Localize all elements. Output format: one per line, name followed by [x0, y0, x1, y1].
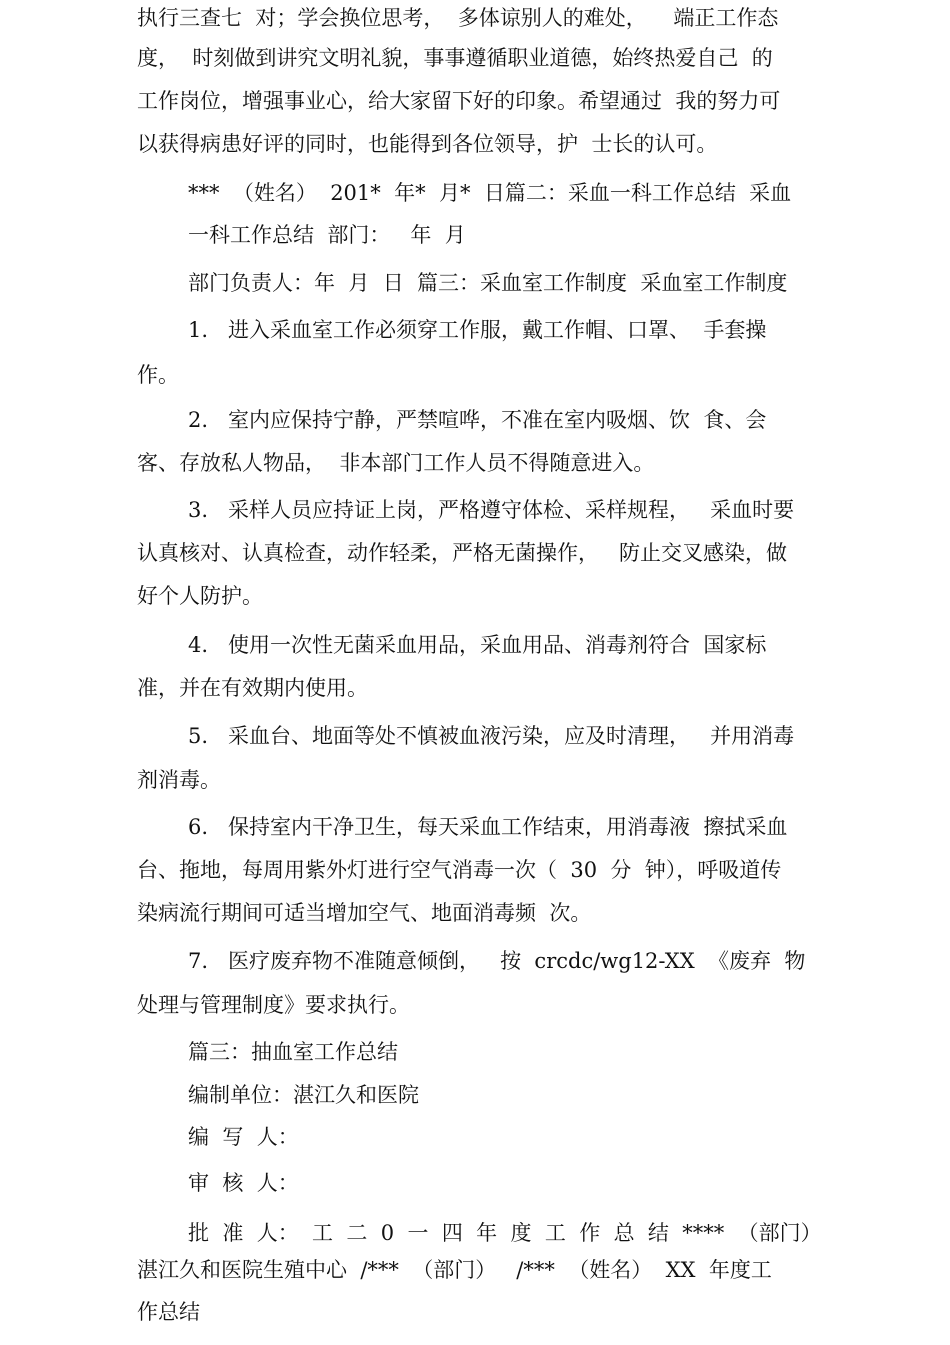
text-line: 执行三查七 对；学会换位思考， 多体谅别人的难处， 端正工作态 [137, 6, 779, 30]
section-heading: 篇三：抽血室工作总结 [188, 1040, 398, 1064]
text-line: 认真核对、认真检查，动作轻柔，严格无菌操作， 防止交叉感染，做 [137, 541, 788, 565]
rule-item-7: 7. 医疗废弃物不准随意倾倒， 按 crcdc/wg12-XX 《废弃 物 [188, 949, 806, 973]
rule-item-2: 2. 室内应保持宁静，严禁喧哗，不准在室内吸烟、饮 食、会 [188, 408, 767, 432]
rule-item-6: 6. 保持室内干净卫生，每天采血工作结束，用消毒液 擦拭采血 [188, 815, 788, 839]
text-line: 编制单位：湛江久和医院 [188, 1083, 419, 1107]
text-line: 作总结 [137, 1300, 200, 1324]
text-line: 客、存放私人物品， 非本部门工作人员不得随意进入。 [137, 451, 655, 475]
text-line: *** （姓名） 201* 年* 月* 日篇二：采血一科工作总结 采血 [188, 181, 792, 205]
rule-item-5: 5. 采血台、地面等处不慎被血液污染，应及时清理， 并用消毒 [188, 724, 795, 748]
text-line: 一科工作总结 部门： 年 月 [188, 223, 466, 247]
text-line: 好个人防护。 [137, 584, 263, 608]
rule-item-1: 1. 进入采血室工作必须穿工作服，戴工作帽、口罩、 手套操 [188, 318, 767, 342]
text-line: 批 准 人： 工 二 0 一 四 年 度 工 作 总 结 **** （部门） [188, 1221, 822, 1245]
text-line: 审 核 人： [188, 1171, 299, 1195]
text-line: 处理与管理制度》要求执行。 [137, 993, 410, 1017]
rule-item-3: 3. 采样人员应持证上岗，严格遵守体检、采样规程， 采血时要 [188, 498, 795, 522]
text-line: 剂消毒。 [137, 768, 221, 792]
text-line: 台、拖地，每周用紫外灯进行空气消毒一次（ 30 分 钟），呼吸道传 [137, 858, 782, 882]
text-line: 染病流行期间可适当增加空气、地面消毒频 次。 [137, 901, 592, 925]
text-line: 工作岗位，增强事业心，给大家留下好的印象。希望通过 我的努力可 [137, 89, 781, 113]
text-line: 度， 时刻做到讲究文明礼貌，事事遵循职业道德，始终热爱自己 的 [137, 46, 773, 70]
text-line: 以获得病患好评的同时，也能得到各位领导，护 士长的认可。 [137, 132, 718, 156]
text-line: 部门负责人：年 月 日 篇三：采血室工作制度 采血室工作制度 [188, 271, 788, 295]
text-line: 准，并在有效期内使用。 [137, 676, 368, 700]
text-line: 湛江久和医院生殖中心 /*** （部门） /*** （姓名） XX 年度工 [137, 1258, 772, 1282]
rule-item-4: 4. 使用一次性无菌采血用品，采血用品、消毒剂符合 国家标 [188, 633, 767, 657]
text-line: 作。 [137, 363, 179, 387]
text-line: 编 写 人： [188, 1125, 299, 1149]
